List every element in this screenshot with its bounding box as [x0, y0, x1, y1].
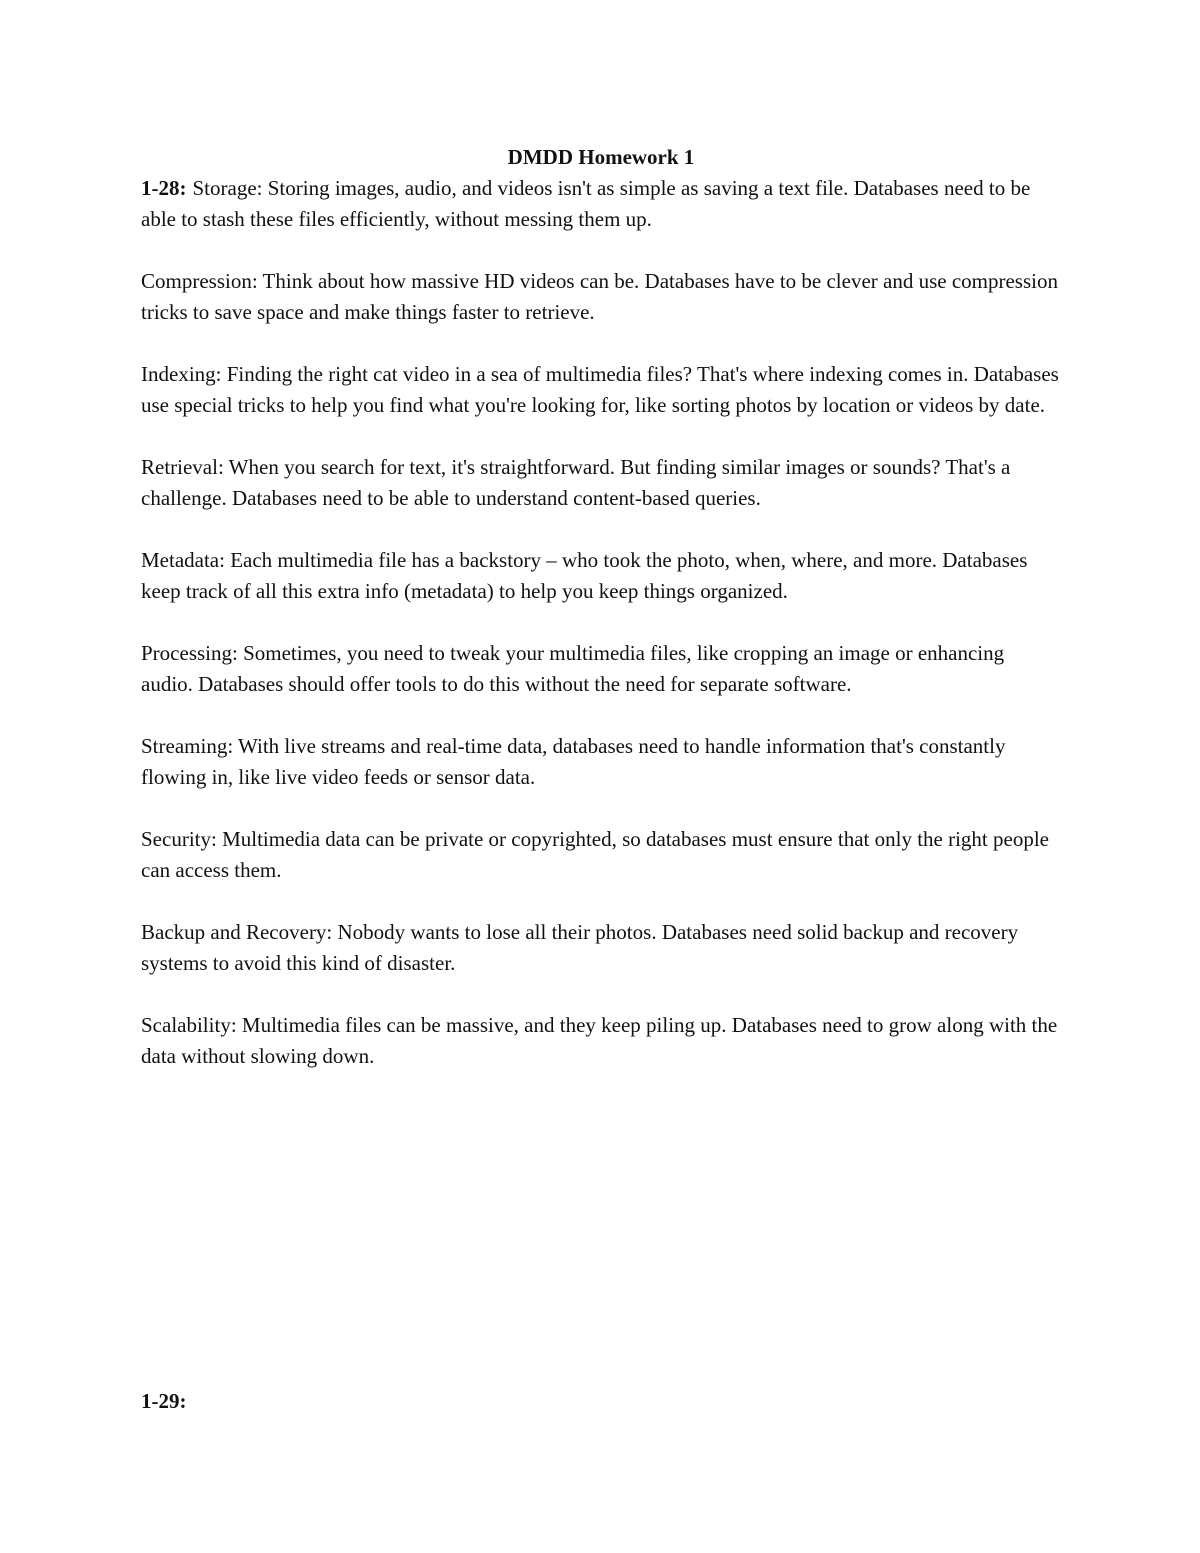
- document-body: [141, 142, 1061, 1103]
- question-label-1-28: 1-28:: [141, 176, 187, 200]
- question-label-1-29: 1-29:: [141, 1389, 187, 1413]
- document-title: DMDD Homework 1: [507, 145, 695, 169]
- answer-paragraph-metadata: Metadata: Each multimedia file has a backstory – who took the photo, when, where, and more. Databases keep track of all this extra info (metadata) to help you keep things organized.: [141, 548, 1028, 603]
- answer-paragraph-backup-recovery: Backup and Recovery: Nobody wants to lose all their photos. Databases need solid backup and recovery systems to avoid this kind of disaster.: [141, 920, 1019, 975]
- answer-paragraph-compression: Compression: Think about how massive HD videos can be. Databases have to be clever and use compression tricks to save space and make things faster to retrieve.: [141, 269, 1058, 324]
- answer-paragraph-indexing: Indexing: Finding the right cat video in a sea of multimedia files? That's where indexing comes in. Databases use special tricks to help you find what you're looking for, like sorting photos by location or videos by date.: [141, 362, 1059, 417]
- answer-paragraph-scalability: Scalability: Multimedia files can be massive, and they keep piling up. Databases need to grow along with the data without slowing down.: [141, 1013, 1058, 1068]
- paragraph-text: Storage: Storing images, audio, and videos isn't as simple as saving a text file. Databases need to be able to stash these files efficiently, without messing them up.: [141, 176, 1031, 231]
- answer-paragraph-security: Security: Multimedia data can be private or copyrighted, so databases must ensure that only the right people can access them.: [141, 827, 1049, 882]
- answer-paragraph-processing: Processing: Sometimes, you need to tweak your multimedia files, like cropping an image or enhancing audio. Databases should offer tools to do this without the need for separate software.: [141, 641, 1005, 696]
- answer-paragraph-retrieval: Retrieval: When you search for text, it's straightforward. But finding similar images or sounds? That's a challenge. Databases need to be able to understand content-based queries.: [141, 455, 1011, 510]
- answer-paragraph-streaming: Streaming: With live streams and real-time data, databases need to handle information that's constantly flowing in, like live video feeds or sensor data.: [141, 734, 1006, 789]
- answer-paragraph-storage: [141, 173, 1061, 235]
